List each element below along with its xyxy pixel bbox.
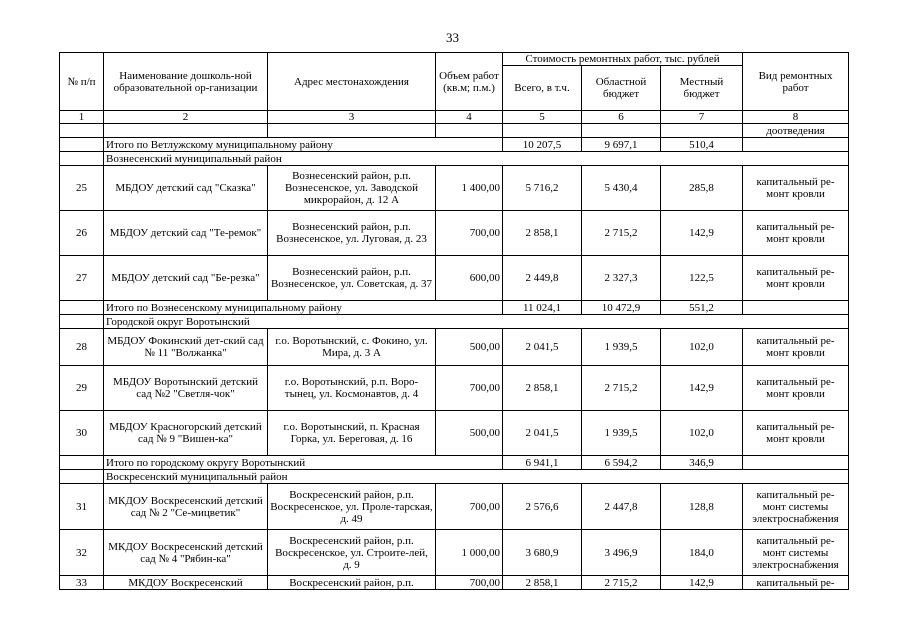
cost-total: 2 858,1 (503, 576, 582, 590)
cost-local: 142,9 (661, 211, 743, 256)
subtotal-row (60, 301, 849, 315)
org-name: МБДОУ детский сад "Бе-резка" (104, 256, 268, 301)
empty-cell (582, 124, 661, 138)
org-address: г.о. Воротынский, с. Фокино, ул. Мира, д. 3 А (268, 329, 436, 366)
cost-regional: 2 447,8 (582, 484, 661, 530)
cost-regional: 2 715,2 (582, 366, 661, 411)
org-address: г.о. Воротынский, р.п. Воро-тынец, ул. Космонавтов, д. 4 (268, 366, 436, 411)
empty-cell (60, 152, 104, 166)
empty-cell (104, 124, 268, 138)
repair-kind: капитальный ре-монт кровли (743, 329, 849, 366)
table-row (60, 211, 849, 256)
empty-cell (743, 138, 849, 152)
section-title: Вознесенский муниципальный район (104, 152, 849, 166)
table-row (60, 530, 849, 576)
table-row (60, 576, 849, 590)
cost-regional: 2 715,2 (582, 211, 661, 256)
section-title: Городской округ Воротынский (104, 315, 849, 329)
cost-total: 2 449,8 (503, 256, 582, 301)
org-address: Вознесенский район, р.п. Вознесенское, ул. Луговая, д. 23 (268, 211, 436, 256)
row-number: 29 (60, 366, 104, 411)
cost-total: 2 858,1 (503, 211, 582, 256)
org-name: МБДОУ детский сад "Сказка" (104, 166, 268, 211)
subtotal-row (60, 138, 849, 152)
subtotal-label: Итого по городскому округу Воротынский (104, 456, 503, 470)
cost-regional: 1 939,5 (582, 329, 661, 366)
page-number: 33 (446, 30, 459, 45)
subtotal-regional: 6 594,2 (582, 456, 661, 470)
subtotal-label: Итого по Ветлужскому муниципальному району (104, 138, 503, 152)
subtotal-regional: 10 472,9 (582, 301, 661, 315)
cost-local: 128,8 (661, 484, 743, 530)
table-row (60, 411, 849, 456)
org-name: МБДОУ Воротынский детский сад №2 "Светля-чок" (104, 366, 268, 411)
col-number: 7 (661, 111, 743, 124)
empty-cell (268, 124, 436, 138)
empty-cell (60, 456, 104, 470)
header-volume: Объем работ (кв.м; п.м.) (436, 53, 503, 111)
col-number: 2 (104, 111, 268, 124)
org-address: Вознесенский район, р.п. Вознесенское, ул. Советская, д. 37 (268, 256, 436, 301)
org-address: Вознесенский район, р.п. Вознесенское, ул. Заводской микрорайон, д. 12 А (268, 166, 436, 211)
cost-local: 102,0 (661, 411, 743, 456)
empty-cell (60, 315, 104, 329)
cost-regional: 5 430,4 (582, 166, 661, 211)
header-kind: Вид ремонтных работ (743, 53, 849, 111)
cost-local: 142,9 (661, 366, 743, 411)
repair-kind: капитальный ре- (743, 576, 849, 590)
cost-regional: 2 715,2 (582, 576, 661, 590)
empty-cell (60, 301, 104, 315)
cost-total: 5 716,2 (503, 166, 582, 211)
work-volume: 700,00 (436, 576, 503, 590)
repair-kind: капитальный ре-монт системы электроснабжения (743, 484, 849, 530)
section-row (60, 470, 849, 484)
cost-local: 122,5 (661, 256, 743, 301)
empty-cell (60, 138, 104, 152)
cost-local: 142,9 (661, 576, 743, 590)
col-number: 8 (743, 111, 849, 124)
header-total: Всего, в т.ч. (503, 66, 582, 111)
col-number: 4 (436, 111, 503, 124)
continuation-row (60, 124, 849, 138)
cost-total: 2 858,1 (503, 366, 582, 411)
org-address: Воскресенский район, р.п. Воскресенское, ул. Проле-тарская, д. 49 (268, 484, 436, 530)
header-cost-group: Стоимость ремонтных работ, тыс. рублей (503, 53, 743, 66)
empty-cell (743, 456, 849, 470)
subtotal-regional: 9 697,1 (582, 138, 661, 152)
cost-local: 102,0 (661, 329, 743, 366)
repair-kind: капитальный ре-монт кровли (743, 366, 849, 411)
repair-kind: капитальный ре-монт системы электроснабжения (743, 530, 849, 576)
work-volume: 1 000,00 (436, 530, 503, 576)
cost-regional: 1 939,5 (582, 411, 661, 456)
cost-total: 2 041,5 (503, 329, 582, 366)
section-row (60, 152, 849, 166)
row-number: 30 (60, 411, 104, 456)
table-row (60, 256, 849, 301)
repair-kind: капитальный ре-монт кровли (743, 166, 849, 211)
empty-cell (503, 124, 582, 138)
cost-regional: 3 496,9 (582, 530, 661, 576)
org-address: Воскресенский район, р.п. (268, 576, 436, 590)
subtotal-label: Итого по Вознесенскому муниципальному району (104, 301, 503, 315)
table-row (60, 329, 849, 366)
table-row (60, 484, 849, 530)
col-number: 1 (60, 111, 104, 124)
empty-cell (436, 124, 503, 138)
cost-regional: 2 327,3 (582, 256, 661, 301)
empty-cell (661, 124, 743, 138)
repair-cost-table (59, 52, 849, 590)
row-number: 25 (60, 166, 104, 211)
section-title: Воскресенский муниципальный район (104, 470, 849, 484)
repair-kind: капитальный ре-монт кровли (743, 411, 849, 456)
col-number: 3 (268, 111, 436, 124)
col-number: 6 (582, 111, 661, 124)
subtotal-local: 551,2 (661, 301, 743, 315)
org-name: МКДОУ Воскресенский детский сад № 2 "Се-мицветик" (104, 484, 268, 530)
work-volume: 500,00 (436, 411, 503, 456)
cost-local: 285,8 (661, 166, 743, 211)
header-local: Местный бюджет (661, 66, 743, 111)
table-row (60, 166, 849, 211)
header-name: Наименование дошколь-ной образовательной ор-ганизации (104, 53, 268, 111)
work-volume: 500,00 (436, 329, 503, 366)
header-num: № п/п (60, 53, 104, 111)
repair-kind: капитальный ре-монт кровли (743, 211, 849, 256)
repair-kind: капитальный ре-монт кровли (743, 256, 849, 301)
work-volume: 700,00 (436, 366, 503, 411)
subtotal-total: 11 024,1 (503, 301, 582, 315)
table-row (60, 366, 849, 411)
work-volume: 700,00 (436, 484, 503, 530)
header-address: Адрес местонахождения (268, 53, 436, 111)
org-name: МБДОУ Фокинский дет-ский сад № 11 "Волжанка" (104, 329, 268, 366)
cost-total: 2 576,6 (503, 484, 582, 530)
row-number: 27 (60, 256, 104, 301)
subtotal-total: 6 941,1 (503, 456, 582, 470)
org-address: г.о. Воротынский, п. Красная Горка, ул. Береговая, д. 16 (268, 411, 436, 456)
cost-total: 2 041,5 (503, 411, 582, 456)
org-name: МКДОУ Воскресенский (104, 576, 268, 590)
org-name: МКДОУ Воскресенский детский сад № 4 "Рябин-ка" (104, 530, 268, 576)
row-number: 33 (60, 576, 104, 590)
org-address: Воскресенский район, р.п. Воскресенское, ул. Строите-лей, д. 9 (268, 530, 436, 576)
subtotal-row (60, 456, 849, 470)
cost-local: 184,0 (661, 530, 743, 576)
empty-cell (743, 301, 849, 315)
row-number: 28 (60, 329, 104, 366)
row-number: 26 (60, 211, 104, 256)
empty-cell (60, 124, 104, 138)
org-name: МБДОУ детский сад "Те-ремок" (104, 211, 268, 256)
header-regional: Областной бюджет (582, 66, 661, 111)
cost-total: 3 680,9 (503, 530, 582, 576)
work-volume: 700,00 (436, 211, 503, 256)
subtotal-local: 346,9 (661, 456, 743, 470)
section-row (60, 315, 849, 329)
work-volume: 600,00 (436, 256, 503, 301)
col-number: 5 (503, 111, 582, 124)
org-name: МБДОУ Красногорский детский сад № 9 "Вишен-ка" (104, 411, 268, 456)
repair-kind: доотведения (743, 124, 849, 138)
row-number: 32 (60, 530, 104, 576)
row-number: 31 (60, 484, 104, 530)
empty-cell (60, 470, 104, 484)
subtotal-total: 10 207,5 (503, 138, 582, 152)
subtotal-local: 510,4 (661, 138, 743, 152)
work-volume: 1 400,00 (436, 166, 503, 211)
